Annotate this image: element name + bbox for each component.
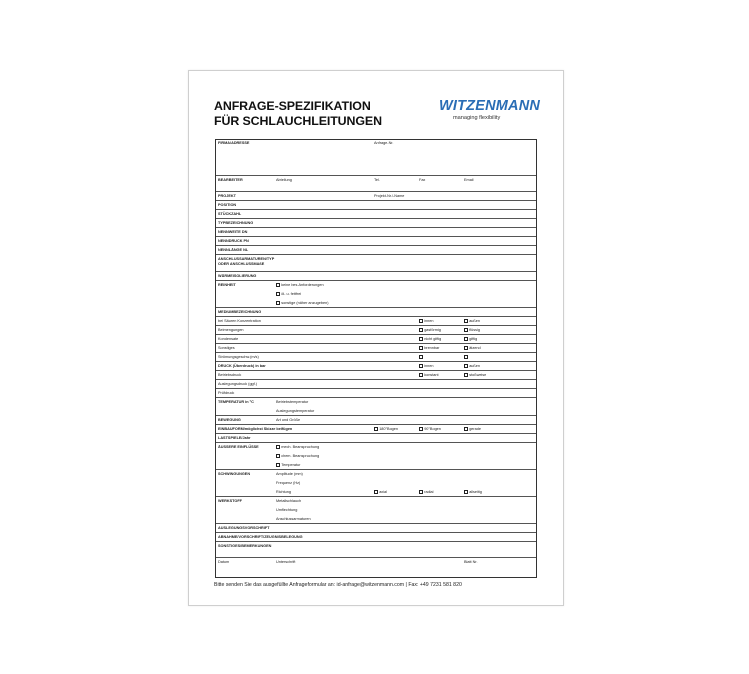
label-sonstiges-bemerkungen: SONSTIGES/BEMERKUNGEN: [218, 543, 272, 548]
label-temperatur: TEMPERATUR in °C: [218, 399, 254, 404]
option-innen[interactable]: [419, 319, 433, 324]
document-page: [188, 70, 564, 606]
label-aeussere: ÄUSSERE EINFLÜSSE: [218, 444, 259, 449]
label-nennweite: NENNWEITE DN: [218, 229, 248, 234]
row-reinheit: [216, 281, 536, 308]
label-medium: MEDIUMBEZEICHNUNG: [218, 309, 262, 314]
option-mech[interactable]: [276, 445, 319, 450]
label-abnahme: ABNAHME/VORSCHRIFT/ZEUGNISBELEGUNG: [218, 534, 303, 539]
label-bewegung: BEWEGUNG: [218, 417, 241, 422]
row-anschluss: [216, 255, 536, 272]
row-medium: [216, 308, 536, 317]
label-email: Email: [464, 178, 474, 182]
label-reinheit: REINHEIT: [218, 282, 236, 287]
option-allseitig-label: allseitig: [469, 489, 482, 494]
option-giftig-label: giftig: [469, 336, 478, 341]
option-nicht-giftig[interactable]: [419, 337, 441, 342]
row-aeussere: [216, 443, 536, 470]
label-druck: DRUCK (Überdruck) in bar: [218, 363, 266, 368]
label-pruefdruck: Prüfdruck: [218, 390, 235, 395]
title-line-1: ANFRAGE-SPEZIFIKATION: [214, 99, 371, 113]
label-auslegungsvorschrift: AUSLEGUNGSVORSCHRIFT: [218, 525, 270, 530]
row-temperatur: [216, 398, 536, 416]
row-betriebsdruck: [216, 371, 536, 380]
option-druck-innen[interactable]: [419, 364, 433, 369]
row-waermeisolierung: [216, 272, 536, 281]
option-bogen180[interactable]: [374, 427, 398, 432]
option-giftig[interactable]: [464, 337, 477, 342]
option-innen-label: innen: [424, 318, 434, 323]
option-gasfoermig[interactable]: [419, 328, 441, 333]
row-auslegungsvorschrift: [216, 524, 536, 533]
row-abnahme: [216, 533, 536, 542]
label-sonstiges: Sonstiges: [218, 345, 235, 350]
checkbox-temp[interactable]: [276, 463, 280, 467]
label-anschlussarmaturen: Anschlussarmaturen: [276, 516, 311, 521]
checkbox-nicht-giftig[interactable]: [419, 337, 423, 341]
row-schwingungen: [216, 470, 536, 497]
row-sonstiges: [216, 344, 536, 353]
option-konstant-label: konstant: [424, 372, 439, 377]
option-sonstige[interactable]: [276, 301, 328, 306]
option-druck-aussen[interactable]: [464, 364, 480, 369]
option-oel-fettfrei[interactable]: [276, 292, 301, 297]
option-aetzend-label: ätzend: [469, 345, 481, 350]
checkbox-stroemung-1[interactable]: [419, 355, 424, 360]
label-abteilung: Abteilung: [276, 178, 292, 182]
option-aussen[interactable]: [464, 319, 480, 324]
label-werkstoff: WERKSTOFF: [218, 498, 242, 503]
inquiry-form-table: [215, 139, 537, 578]
label-firma: FIRMA/ADRESSE: [218, 141, 250, 145]
row-pruefdruck: [216, 389, 536, 398]
label-umflechtung: Umflechtung: [276, 507, 298, 512]
checkbox-fluessig[interactable]: [464, 328, 468, 332]
checkbox-chem[interactable]: [276, 454, 280, 458]
label-richtung: Richtung: [276, 489, 291, 494]
checkbox-sonstige[interactable]: [276, 301, 280, 305]
label-anschluss-2: ODER ANSCHLUSSMAßE: [218, 262, 265, 266]
label-projekt-nr: Projekt-Nr./-Name: [374, 193, 405, 198]
checkbox-stossweise[interactable]: [464, 373, 468, 377]
option-gerade[interactable]: [464, 427, 481, 432]
checkbox-gerade[interactable]: [464, 427, 468, 431]
label-auslegungsdruck: Auslegungsdruck (ggf.): [218, 381, 258, 386]
checkbox-aetzend[interactable]: [464, 346, 468, 350]
row-bewegung: [216, 416, 536, 425]
footer-note: Bitte senden Sie das ausgefüllte Anfrageformular an: id-anfrage@witzenmann.com | Fax: +49 7231 581 820: [214, 582, 462, 588]
option-konstant[interactable]: [419, 373, 439, 378]
label-schwingungen: SCHWINGUNGEN: [218, 471, 251, 476]
option-druck-innen-label: innen: [424, 363, 434, 368]
row-druck: [216, 362, 536, 371]
option-radial-label: radial: [424, 489, 434, 494]
label-kondensate: Kondensate: [218, 336, 239, 341]
option-sonstige-label: sonstige (näher anzugeben): [281, 300, 329, 305]
option-keine-anforderungen[interactable]: [276, 283, 324, 288]
option-gasfoermig-label: gasförmig: [424, 327, 441, 332]
checkbox-box[interactable]: [464, 355, 468, 359]
option-aetzend[interactable]: [464, 346, 481, 351]
label-betriebsdruck: Betriebsdruck: [218, 372, 242, 377]
row-bearbeiter: [216, 176, 536, 192]
row-sonstiges-bemerkungen: [216, 542, 536, 558]
option-brennbar[interactable]: [419, 346, 439, 351]
label-nenndruck: NENNDRUCK PN: [218, 238, 249, 243]
row-auslegungsdruck: [216, 380, 536, 389]
checkbox-bogen180[interactable]: [374, 427, 378, 431]
row-stueckzahl: [216, 210, 536, 219]
label-amplitude: Amplitude (mm): [276, 471, 303, 476]
checkbox-bogen90[interactable]: [419, 427, 423, 431]
label-art-groesse: Art und Größe: [276, 417, 301, 422]
row-einbauform: [216, 425, 536, 434]
option-axial-label: axial: [379, 489, 387, 494]
checkbox-konstant[interactable]: [419, 373, 423, 377]
row-nenndruck: [216, 237, 536, 246]
checkbox-innen[interactable]: [419, 319, 423, 323]
label-projekt: PROJEKT: [218, 193, 236, 198]
label-anfrage-nr: Anfrage-Nr.: [374, 141, 394, 145]
label-stueckzahl: STÜCKZAHL: [218, 211, 242, 216]
label-fax: Fax: [419, 178, 426, 182]
label-bearbeiter: BEARBEITER: [218, 178, 243, 182]
label-stroemung: Strömungsgeschw.(m/s): [218, 354, 259, 359]
row-projekt: [216, 192, 536, 201]
option-chem[interactable]: [276, 454, 319, 459]
label-lastspiele: LASTSPIELE/Jahr: [218, 435, 251, 440]
checkbox-keine-anforderungen[interactable]: [276, 283, 280, 287]
option-druck-aussen-label: außen: [469, 363, 480, 368]
checkbox-druck-aussen[interactable]: [464, 364, 468, 368]
label-tel: Tel.: [374, 178, 380, 182]
label-anschluss-1: ANSCHLUSSARMATUREN/TYP: [218, 257, 275, 261]
logo-tagline: managing flexibility: [453, 115, 501, 121]
title-line-2: FÜR SCHLAUCHLEITUNGEN: [214, 113, 382, 128]
row-lastspiele: [216, 434, 536, 443]
witzenmann-logo: WITZENMANN: [439, 98, 541, 114]
label-betriebstemp: Betriebstemperatur: [276, 399, 309, 404]
option-bogen90[interactable]: [419, 427, 441, 432]
row-saeuren: [216, 317, 536, 326]
checkbox-brennbar[interactable]: [419, 346, 423, 350]
option-keine-anforderungen-label: keine bes.Anforderungen: [281, 282, 324, 287]
checkbox-giftig[interactable]: [464, 337, 468, 341]
option-temp-label: Temperatur: [281, 462, 301, 467]
row-position: [216, 201, 536, 210]
label-unterschrift: Unterschrift: [276, 560, 296, 564]
checkbox-mech[interactable]: [276, 445, 280, 449]
row-nennweite: [216, 228, 536, 237]
label-position: POSITION: [218, 202, 237, 207]
checkbox-allseitig[interactable]: [464, 490, 468, 494]
row-signature: [216, 558, 536, 578]
option-gerade-label: gerade: [469, 426, 482, 431]
label-datum: Datum: [218, 560, 230, 564]
option-allseitig[interactable]: [464, 490, 482, 495]
option-fluessig[interactable]: [464, 328, 480, 333]
row-typ: [216, 219, 536, 228]
label-einbauform: EINBAUFORM/möglichst Skizze beifügen: [218, 426, 293, 431]
option-bogen90-label: 90°Bogen: [424, 426, 441, 431]
checkbox-oel-fettfrei[interactable]: [276, 292, 280, 296]
option-aussen-label: außen: [469, 318, 480, 323]
row-werkstoff: [216, 497, 536, 524]
option-chem-label: chem. Beanspruchung: [281, 453, 320, 458]
row-nennlaenge: [216, 246, 536, 255]
row-stroemung: [216, 353, 536, 362]
checkbox-radial[interactable]: [419, 490, 423, 494]
option-stossweise-label: stoßweise: [469, 372, 487, 377]
label-nennlaenge: NENNLÄNGE NL: [218, 247, 249, 252]
checkbox-stroemung-2[interactable]: [464, 355, 469, 360]
checkbox-gasfoermig[interactable]: [419, 328, 423, 332]
checkbox-axial[interactable]: [374, 490, 378, 494]
row-firma: [216, 140, 536, 176]
row-kondensate: [216, 335, 536, 344]
label-beimengungen: Beimengungen: [218, 327, 244, 332]
document-title: [214, 99, 382, 128]
label-frequenz: Frequenz (Hz): [276, 480, 301, 485]
option-temp[interactable]: [276, 463, 300, 468]
checkbox-druck-innen[interactable]: [419, 364, 423, 368]
option-stossweise[interactable]: [464, 373, 486, 378]
row-beimengungen: [216, 326, 536, 335]
option-bogen180-label: 180°Bogen: [379, 426, 399, 431]
option-oel-fettfrei-label: öl- u. fettfrei: [281, 291, 302, 296]
option-fluessig-label: flüssig: [469, 327, 480, 332]
label-auslegungstemp: Auslegungstemperatur: [276, 408, 315, 413]
option-axial[interactable]: [374, 490, 387, 495]
label-typ: TYPBEZEICHNUNG: [218, 220, 254, 225]
label-metallschlauch: Metallschlauch: [276, 498, 302, 503]
checkbox-aussen[interactable]: [464, 319, 468, 323]
checkbox-box[interactable]: [419, 355, 423, 359]
option-radial[interactable]: [419, 490, 433, 495]
option-brennbar-label: brennbar: [424, 345, 440, 350]
option-nicht-giftig-label: nicht giftig: [424, 336, 442, 341]
label-saeuren: bei Säuren Konzentration: [218, 318, 261, 323]
label-blatt-nr: Blatt Nr.: [464, 560, 478, 564]
option-mech-label: mech. Beanspruchung: [281, 444, 320, 449]
label-waermeisolierung: WÄRMEISOLIERUNG: [218, 273, 257, 278]
